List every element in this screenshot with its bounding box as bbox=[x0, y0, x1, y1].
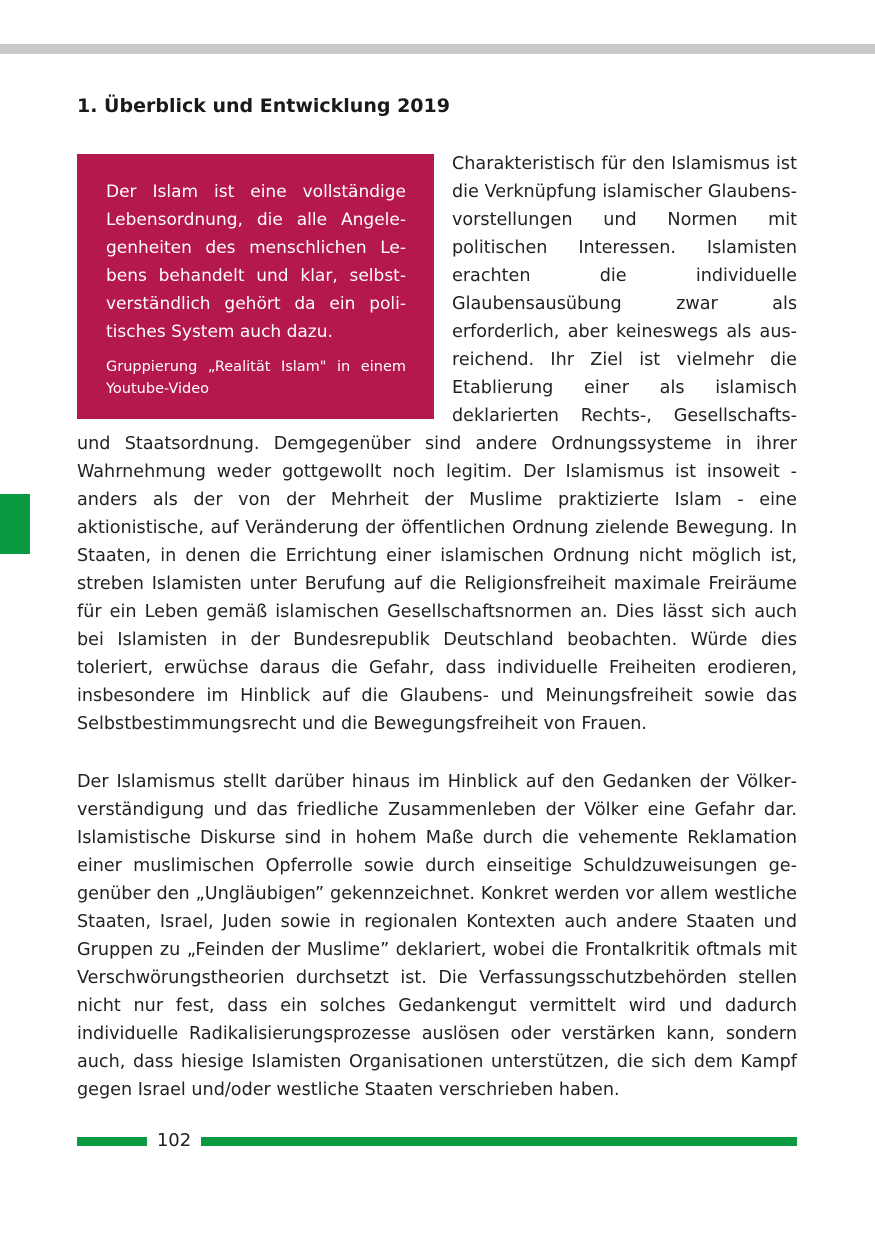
pull-quote-source: Gruppierung „Realität Islam" in einem Youtube-Video bbox=[106, 359, 406, 397]
intro-paragraph-text: Charakteristisch für den Islamismus ist die Verknüpfung islamischer Glaubensvorstellungen und Normen mit politischen Interessen. Islamisten erachten die individuelle Glaubensausübung zwar als erforderlich, aber keineswegs als ausreichend. Ihr Ziel ist vielmehr die Etablierung einer als islamisch deklarierten Rechts-, Gesellschafts- und Staatsordnung. Demgegenüber sind andere Ordnungssysteme in ihrer Wahrnehmung weder gottgewollt noch legitim. Der Islamismus ist insoweit - anders als der von der Mehrheit der Muslime praktizierte Islam - eine aktionistische, auf Veränderung der öffentlichen Ordnung zielende Bewegung. In Staaten, in denen die Errichtung einer islamischen Ordnung nicht möglich ist, streben Islamisten unter Berufung auf die Religionsfreiheit maximale Freiräume für ein Leben gemäß islamischen Gesellschaftsnormen an. Dies lässt sich auch bei Islamisten in der Bundesrepublik Deutschland beobachten. Würde dies toleriert, erwüchse daraus die Gefahr, dass individuelle Freiheiten erodieren, insbesondere im Hinblick auf die Glaubens- und Meinungsfreiheit sowie das Selbstbestimmungsrecht und die Bewegungsfreiheit von Frauen. bbox=[77, 154, 797, 734]
section-heading: 1. Überblick und Entwicklung 2019 bbox=[77, 95, 450, 117]
pull-quote-box bbox=[77, 154, 434, 419]
page-number: 102 bbox=[156, 1130, 192, 1151]
pull-quote-text: Der Islam ist eine vollständige Lebensordnung, die alle Angelegenheiten des menschlichen Lebens behandelt und klar, selbstverständlich gehört da ein politisches System auch dazu. bbox=[106, 182, 406, 342]
top-divider-bar bbox=[0, 44, 875, 54]
footer-rule-right bbox=[201, 1137, 797, 1146]
second-paragraph: Der Islamismus stellt darüber hinaus im Hinblick auf den Gedanken der Völkerverständigung und das friedliche Zusammenleben der Völker eine Gefahr dar. Islamistische Diskurse sind in hohem Maße durch die vehemente Reklamation einer muslimischen Opferrolle sowie durch einseitige Schuldzuweisungen gegenüber den „Ungläubigen” gekennzeichnet. Konkret werden vor allem westliche Staaten, Israel, Juden sowie in regionalen Kontexten auch andere Staaten und Gruppen zu „Feinden der Muslime” deklariert, wobei die Frontalkritik oftmals mit Verschwörungstheorien durchsetzt ist. Die Verfassungsschutzbehörden stellen nicht nur fest, dass ein solches Gedankengut vermittelt wird und dadurch individuelle Radikalisierungsprozesse auslösen oder verstärken kann, sondern auch, dass hiesige Islamisten Organisationen unterstützen, die sich dem Kampf gegen Israel und/oder westliche Staaten verschrieben haben. bbox=[77, 772, 797, 1100]
footer-rule-left bbox=[77, 1137, 147, 1146]
intro-paragraph bbox=[77, 150, 797, 738]
chapter-side-marker bbox=[0, 494, 30, 554]
